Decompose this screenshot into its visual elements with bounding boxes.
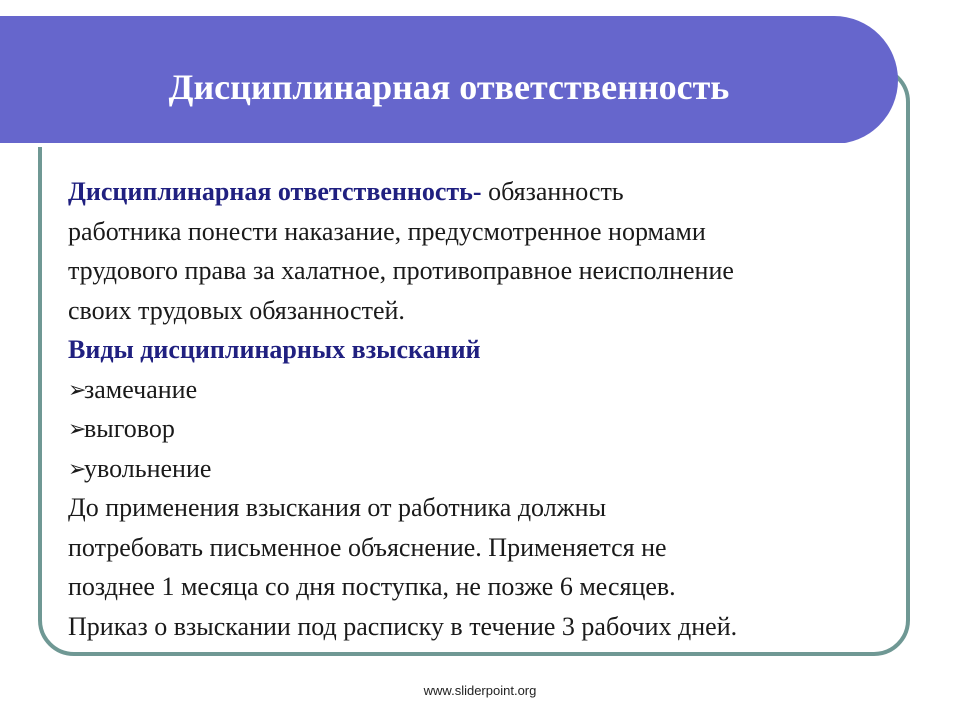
title-banner	[0, 16, 898, 144]
procedure-line-2: потребовать письменное объяснение. Применяется не	[68, 532, 667, 562]
title-underline	[0, 143, 848, 147]
procedure-line-4: Приказ о взыскании под расписку в течение 3 рабочих дней.	[68, 611, 738, 641]
bullet-item-label: выговор	[84, 414, 175, 443]
bullet-item	[68, 449, 898, 489]
bullet-item	[68, 409, 898, 449]
definition-line-1	[68, 172, 898, 212]
slide-title: Дисциплинарная ответственность	[168, 67, 730, 107]
arrow-check-icon: ➢	[68, 376, 87, 402]
definition-line-4: своих трудовых обязанностей.	[68, 295, 405, 325]
footer-source-link[interactable]: www.sliderpoint.org	[423, 683, 537, 698]
penalties-heading: Виды дисциплинарных взысканий	[68, 335, 481, 364]
arrow-check-icon: ➢	[68, 416, 87, 441]
procedure-line-3: позднее 1 месяца со дня поступка, не позже 6 месяцев.	[68, 572, 676, 601]
definition-text-1: обязанность	[481, 177, 624, 206]
bullet-item-label: увольнение	[84, 453, 212, 483]
definition-term: Дисциплинарная ответственность-	[68, 177, 482, 206]
bullet-item-label: замечание	[84, 374, 198, 404]
slide-body	[68, 172, 898, 646]
procedure-line-1: До применения взыскания от работника должны	[68, 493, 607, 522]
arrow-check-icon: ➢	[68, 455, 87, 481]
definition-line-3: трудового права за халатное, противоправное неисполнение	[68, 256, 734, 285]
bullet-item	[68, 370, 898, 410]
definition-line-2: работника понести наказание, предусмотренное нормами	[68, 216, 706, 246]
